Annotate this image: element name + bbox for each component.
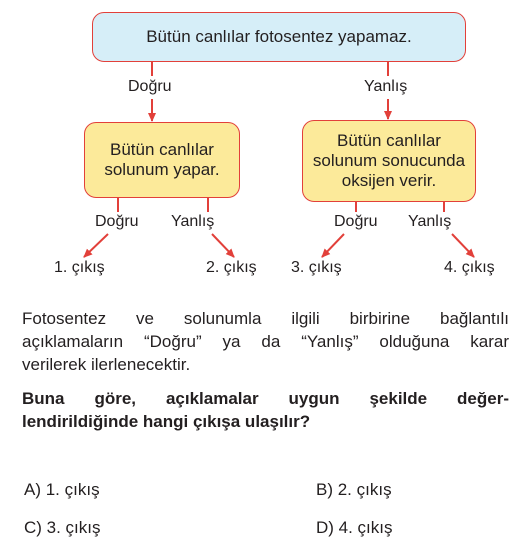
statement-box-left: Bütün canlılar solunum yapar. [84, 122, 240, 198]
question-line-2: lendirildiğinde hangi çıkışa ulaşılır? [22, 412, 311, 431]
arrow-to-exit-4 [452, 234, 474, 257]
paragraph-line-3: verilerek ilerlenecektir. [22, 355, 191, 374]
arrow-to-exit-2 [212, 234, 234, 257]
statement-box-right: Bütün canlılar solunum sonucunda oksijen verir. [302, 120, 476, 202]
arrow-to-exit-1 [84, 234, 108, 257]
exit-1-label: 1. çıkış [54, 259, 105, 276]
label-right-false: Yanlış [408, 213, 452, 230]
label-right-true: Doğru [334, 213, 378, 230]
paragraph-line-1: Fotosentez ve solunumla ilgili birbirine bağlantılı [22, 309, 509, 328]
question-line-1: Buna göre, açıklamalar uygun şekilde değer- [22, 389, 509, 408]
label-left-false: Yanlış [171, 213, 215, 230]
option-b[interactable]: B) 2. çıkış [316, 480, 392, 499]
arrow-to-exit-3 [322, 234, 344, 257]
label-top-true: Doğru [128, 78, 172, 95]
option-a[interactable]: A) 1. çıkış [24, 480, 100, 499]
option-c[interactable]: C) 3. çıkış [24, 518, 101, 537]
option-d[interactable]: D) 4. çıkış [316, 518, 393, 537]
exit-2-label: 2. çıkış [206, 259, 257, 276]
paragraph-line-2: açıklamaların “Doğru” ya da “Yanlış” olduğuna karar [22, 332, 509, 351]
statement-box-top: Bütün canlılar fotosentez yapamaz. [92, 12, 466, 62]
label-top-false: Yanlış [364, 78, 408, 95]
label-left-true: Doğru [95, 213, 139, 230]
instruction-paragraph [22, 307, 509, 376]
exit-4-label: 4. çıkış [444, 259, 495, 276]
exit-3-label: 3. çıkış [291, 259, 342, 276]
question-text [22, 387, 509, 433]
